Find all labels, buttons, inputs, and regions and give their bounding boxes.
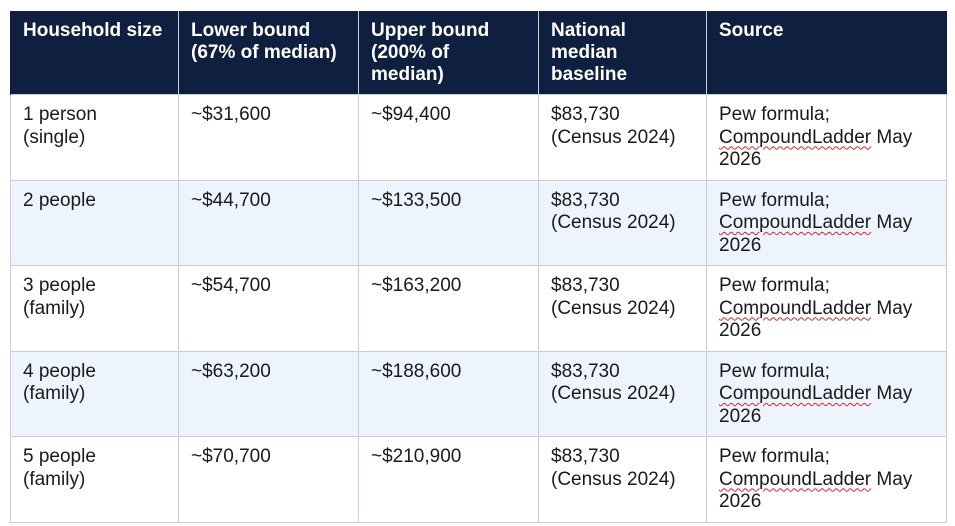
cell-upper-bound: ~$210,900 [359,437,539,523]
cell-source: Pew formula; CompoundLadder May 2026 [707,437,947,523]
cell-household-size: 3 people (family) [11,266,179,352]
table-row [11,437,947,523]
header-household-size: Household size [11,11,179,95]
cell-lower-bound: ~$54,700 [179,266,359,352]
cell-source: Pew formula; CompoundLadder May 2026 [707,95,947,181]
cell-household-size: 2 people [11,180,179,266]
cell-lower-bound: ~$70,700 [179,437,359,523]
cell-lower-bound: ~$31,600 [179,95,359,181]
misspelled-word[interactable]: CompoundLadder [719,468,872,490]
cell-lower-bound: ~$44,700 [179,180,359,266]
cell-source: Pew formula; CompoundLadder May 2026 [707,180,947,266]
cell-baseline: $83,730 (Census 2024) [539,266,707,352]
income-bounds-table [10,11,947,523]
table-row [11,351,947,437]
cell-baseline: $83,730 (Census 2024) [539,180,707,266]
cell-upper-bound: ~$94,400 [359,95,539,181]
cell-household-size: 4 people (family) [11,351,179,437]
table-row [11,266,947,352]
header-national-median: National median baseline [539,11,707,95]
misspelled-word[interactable]: CompoundLadder [719,126,872,148]
cell-household-size: 1 person (single) [11,95,179,181]
misspelled-word[interactable]: CompoundLadder [719,212,872,233]
cell-source: Pew formula; CompoundLadder May 2026 [707,266,947,352]
cell-baseline: $83,730 (Census 2024) [539,95,707,181]
cell-upper-bound: ~$188,600 [359,351,539,437]
header-row [11,11,947,95]
header-source: Source [707,11,947,95]
cell-baseline: $83,730 (Census 2024) [539,351,707,437]
misspelled-word[interactable]: CompoundLadder [719,383,872,404]
header-upper-bound: Upper bound (200% of median) [359,11,539,95]
table-header [11,11,947,95]
table-row [11,95,947,181]
cell-upper-bound: ~$133,500 [359,180,539,266]
cell-baseline: $83,730 (Census 2024) [539,437,707,523]
cell-upper-bound: ~$163,200 [359,266,539,352]
cell-lower-bound: ~$63,200 [179,351,359,437]
cell-household-size: 5 people (family) [11,437,179,523]
table-body [11,95,947,523]
cell-source: Pew formula; CompoundLadder May 2026 [707,351,947,437]
table-row [11,180,947,266]
misspelled-word[interactable]: CompoundLadder [719,297,872,319]
header-lower-bound: Lower bound (67% of median) [179,11,359,95]
income-table-container [10,11,946,523]
